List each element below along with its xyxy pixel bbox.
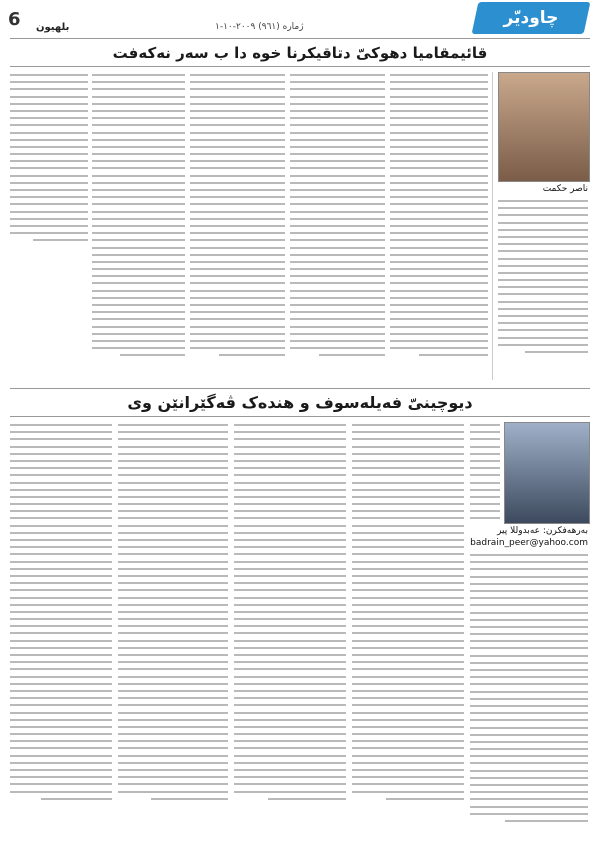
article1-column-4 (190, 74, 285, 362)
section-name: بلهيون (36, 22, 70, 33)
column-separator (492, 72, 493, 380)
article1-author: ناصر حکمت (542, 184, 588, 194)
article1-divider (10, 66, 590, 67)
article2-column-4 (118, 424, 228, 805)
article2-author: به‌رهه‌فکرن: عه‌بدوللا پیر (497, 526, 588, 536)
page-header (0, 0, 600, 38)
article1-headline: قائیمقامیا دهوکیّ دتاقیکرنا خوه دا ب سه‌ر نه‌که‌فت (112, 44, 488, 62)
page-number: 6 (8, 9, 21, 30)
article2-column-1-top (470, 424, 500, 525)
author2-photo (504, 422, 590, 524)
article2-divider (10, 416, 590, 417)
article1-column-2 (390, 74, 488, 362)
article2-headline: دیوچینیّ فه‌یله‌سوف و هنده‌ک ڤه‌گێرانێن وی (127, 393, 473, 412)
header-divider (10, 38, 590, 39)
article1-column-1 (498, 200, 588, 358)
article1-column-3 (290, 74, 385, 362)
article2-email: badrain_peer@yahoo.com (470, 538, 588, 548)
article1-column-5 (92, 74, 185, 362)
article2-divider-top (10, 388, 590, 389)
issue-info: ژماره (٩٦١) ٢٠٠٩-١٠-١ (215, 22, 304, 32)
article2-column-5 (10, 424, 112, 805)
article2-column-2 (352, 424, 464, 805)
author-photo (498, 72, 590, 182)
newspaper-logo (472, 2, 591, 34)
article2-column-3 (234, 424, 346, 805)
article1-column-6 (10, 74, 88, 247)
article2-column-1 (470, 554, 588, 827)
logo-text: چاوديّر (503, 8, 559, 28)
